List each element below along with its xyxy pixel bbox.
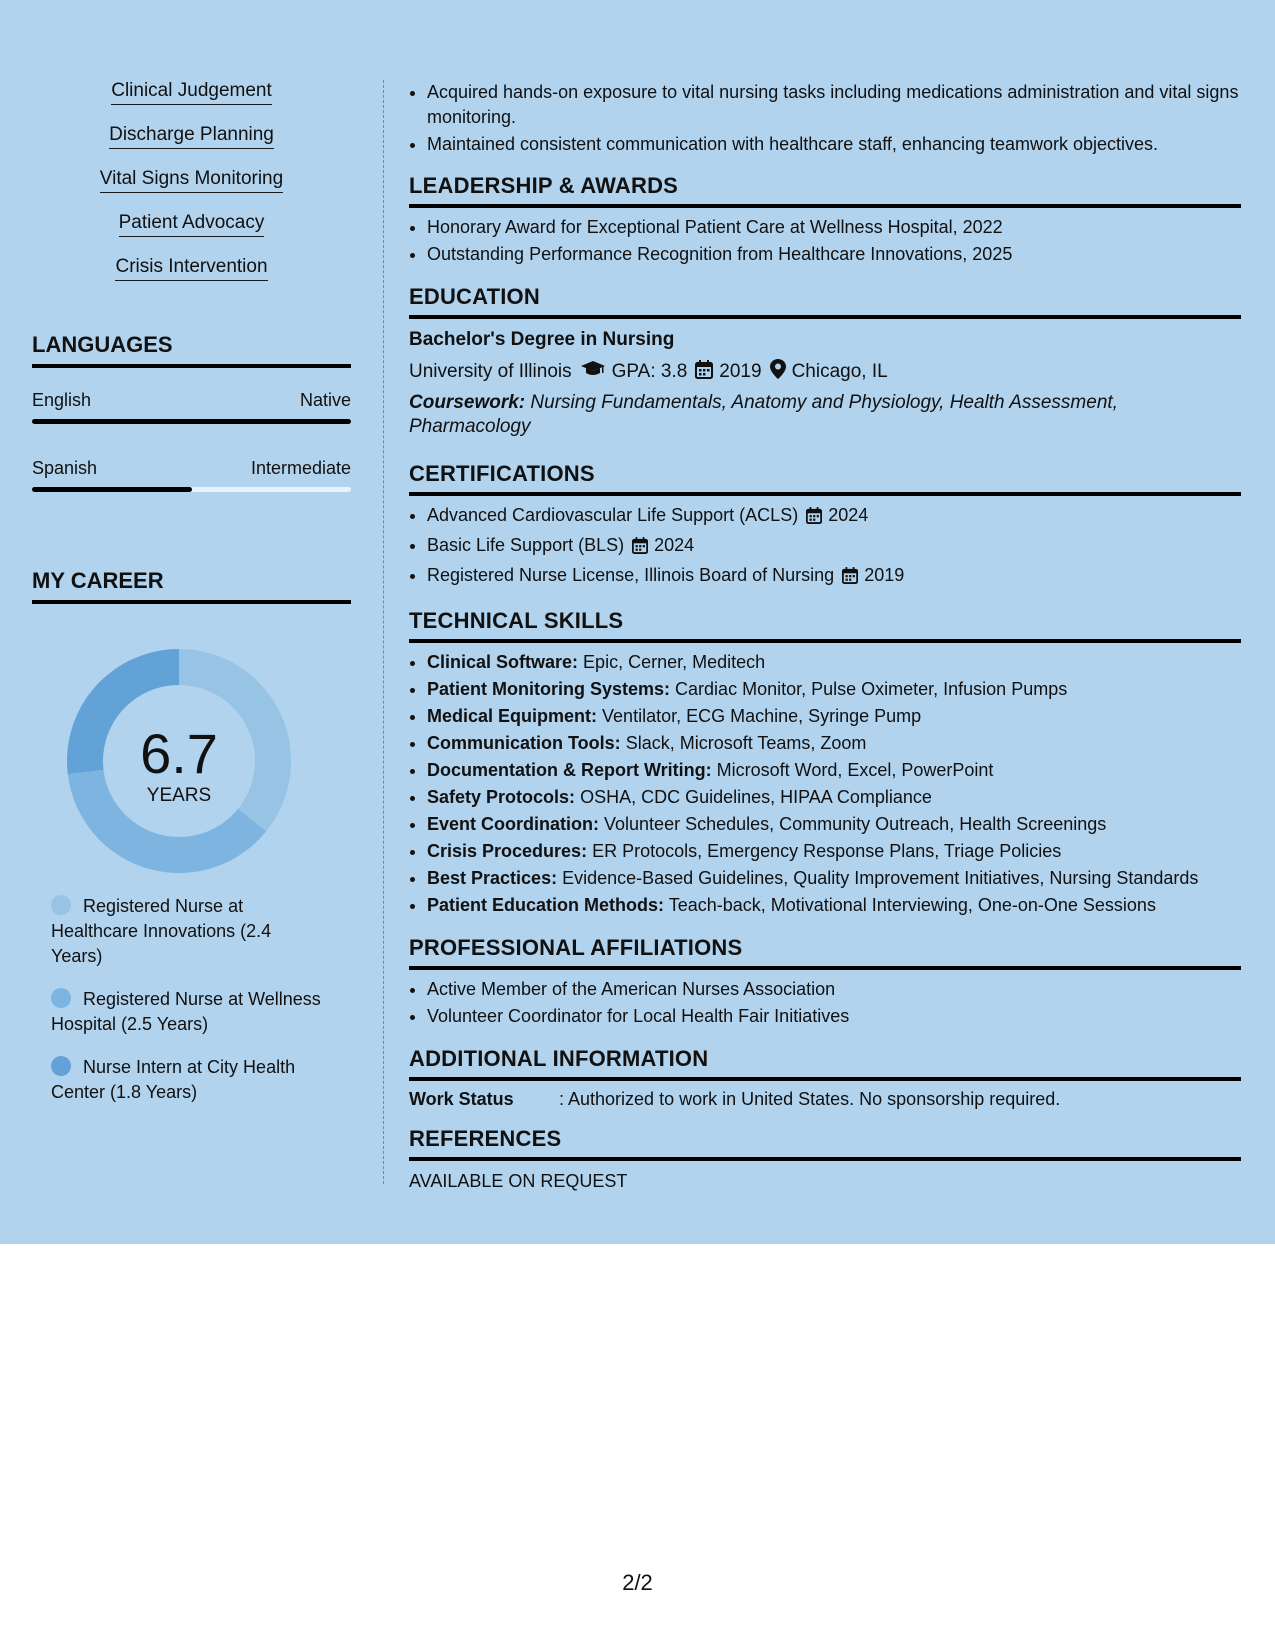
skill-item: Vital Signs Monitoring [100, 168, 283, 193]
coursework-text: Nursing Fundamentals, Anatomy and Physiology, Health Assessment, Pharmacology [409, 392, 1118, 437]
skill-values: Cardiac Monitor, Pulse Oximeter, Infusion Pumps [675, 679, 1068, 699]
certifications-section [409, 461, 1241, 592]
skill-values: Slack, Microsoft Teams, Zoom [625, 733, 867, 753]
language-bar [32, 419, 351, 424]
legend-dot [51, 1056, 71, 1076]
certification-name: Registered Nurse License, Illinois Board of Nursing [427, 565, 835, 585]
skill-item: Clinical Judgement [111, 80, 272, 105]
section-heading: ADDITIONAL INFORMATION [409, 1046, 1241, 1081]
technical-skills-section [409, 608, 1241, 919]
career-donut-chart [32, 604, 351, 884]
language-row [32, 390, 351, 411]
certification-year: 2024 [828, 505, 869, 525]
technical-skills-list [409, 649, 1241, 919]
list-item [427, 649, 1241, 676]
skill-category: Safety Protocols: [427, 787, 576, 807]
career-donut-wrap [32, 604, 351, 884]
experience-bullets [409, 80, 1241, 157]
graduation-year: 2019 [719, 361, 762, 382]
skill-item: Crisis Intervention [115, 256, 267, 281]
career-legend-item [51, 894, 321, 969]
work-status-label: Work Status [409, 1089, 514, 1109]
skill-category: Patient Monitoring Systems: [427, 679, 671, 699]
column-divider [383, 80, 384, 1184]
skill-item: Discharge Planning [109, 124, 274, 149]
skill-category: Crisis Procedures: [427, 841, 588, 861]
list-item: • Outstanding Performance Recognition from Healthcare Innovations, 2025 [427, 241, 1241, 268]
legend-dot [51, 988, 71, 1008]
list-item [427, 838, 1241, 865]
references-text: AVAILABLE ON REQUEST [409, 1171, 628, 1191]
leadership-section [409, 173, 1241, 268]
certification-year: 2024 [654, 535, 695, 555]
list-item [427, 703, 1241, 730]
list-item [427, 757, 1241, 784]
calendar-icon [695, 360, 713, 385]
language-name: Spanish [32, 458, 98, 478]
degree-title: Bachelor's Degree in Nursing [409, 329, 675, 350]
section-heading: TECHNICAL SKILLS [409, 608, 1241, 643]
languages-section [32, 332, 351, 492]
skill-category: Medical Equipment: [427, 706, 598, 726]
language-row [32, 458, 351, 479]
additional-info-section [409, 1046, 1241, 1110]
calendar-icon [842, 565, 858, 592]
coursework [409, 391, 1241, 439]
school-name: University of Illinois [409, 361, 572, 382]
list-item [427, 784, 1241, 811]
career-legend-item [51, 1055, 321, 1105]
section-heading: PROFESSIONAL AFFILIATIONS [409, 935, 1241, 970]
calendar-icon [806, 505, 822, 532]
skill-category: Communication Tools: [427, 733, 621, 753]
career-section [32, 568, 351, 1105]
skill-values: Ventilator, ECG Machine, Syringe Pump [602, 706, 922, 726]
language-level: Native [299, 390, 351, 410]
legend-label: Registered Nurse at Healthcare Innovations (2.4 Years) [51, 896, 272, 966]
career-legend-item [51, 987, 321, 1037]
skill-values: Teach-back, Motivational Interviewing, One-on-One Sessions [668, 895, 1156, 915]
career-total-unit: YEARS [146, 785, 212, 806]
skill-category: Patient Education Methods: [427, 895, 665, 915]
list-item: • Active Member of the American Nurses Association [427, 976, 1241, 1003]
list-item [427, 676, 1241, 703]
skill-values: Epic, Cerner, Meditech [583, 652, 766, 672]
location-pin-icon [770, 359, 786, 385]
legend-label: Nurse Intern at City Health Center (1.8 Years) [51, 1057, 296, 1102]
legend-label: Registered Nurse at Wellness Hospital (2.5 Years) [51, 989, 321, 1034]
certification-name: Advanced Cardiovascular Life Support (ACLS) [427, 505, 799, 525]
right-column [409, 80, 1241, 1192]
list-item [427, 892, 1241, 919]
skill-item: Patient Advocacy [119, 212, 265, 237]
language-level: Intermediate [250, 458, 351, 478]
skill-category: Clinical Software: [427, 652, 579, 672]
calendar-icon [632, 535, 648, 562]
language-bar-fill [32, 419, 351, 424]
legend-dot [51, 895, 71, 915]
list-item [427, 865, 1241, 892]
list-item [427, 730, 1241, 757]
skill-values: Microsoft Word, Excel, PowerPoint [716, 760, 994, 780]
language-bar-fill [32, 487, 192, 492]
page-number: 2/2 [622, 1570, 653, 1595]
education-details [409, 359, 1241, 385]
list-item: • Acquired hands-on exposure to vital nursing tasks including medications administration and vital signs monitoring. [427, 80, 1241, 130]
language-name: English [32, 390, 92, 410]
graduation-cap-icon [580, 360, 606, 384]
list-item: • Honorary Award for Exceptional Patient Care at Wellness Hospital, 2022 [427, 214, 1241, 241]
languages-heading: LANGUAGES [32, 332, 351, 368]
skill-values: ER Protocols, Emergency Response Plans, Triage Policies [592, 841, 1062, 861]
list-item [427, 502, 1241, 532]
section-heading: CERTIFICATIONS [409, 461, 1241, 496]
skill-values: Volunteer Schedules, Community Outreach, Health Screenings [604, 814, 1107, 834]
section-heading: REFERENCES [409, 1126, 1241, 1161]
list-item [427, 562, 1241, 592]
work-status-value: : Authorized to work in United States. No sponsorship required. [559, 1089, 1061, 1109]
list-item [427, 532, 1241, 562]
skill-category: Best Practices: [427, 868, 558, 888]
skill-values: Evidence-Based Guidelines, Quality Improvement Initiatives, Nursing Standards [562, 868, 1199, 888]
left-column [32, 80, 351, 1123]
skill-category: Event Coordination: [427, 814, 599, 834]
list-item: • Maintained consistent communication with healthcare staff, enhancing teamwork objectives. [427, 132, 1241, 157]
section-heading: EDUCATION [409, 284, 1241, 319]
work-status-row [409, 1089, 1241, 1110]
references-section [409, 1126, 1241, 1192]
gpa: GPA: 3.8 [611, 361, 688, 382]
certification-year: 2019 [864, 565, 905, 585]
career-total-value: 6.7 [140, 722, 218, 785]
certification-name: Basic Life Support (BLS) [427, 535, 625, 555]
section-heading: LEADERSHIP & AWARDS [409, 173, 1241, 208]
skill-list [32, 80, 351, 300]
coursework-label: Coursework: [409, 392, 526, 413]
skill-values: OSHA, CDC Guidelines, HIPAA Compliance [580, 787, 932, 807]
list-item [427, 811, 1241, 838]
affiliations-section [409, 935, 1241, 1030]
language-bar [32, 487, 351, 492]
location: Chicago, IL [791, 361, 888, 382]
education-section [409, 284, 1241, 439]
career-heading: MY CAREER [32, 568, 351, 604]
skill-category: Documentation & Report Writing: [427, 760, 712, 780]
list-item: • Volunteer Coordinator for Local Health Fair Initiatives [427, 1003, 1241, 1030]
career-legend [32, 894, 351, 1105]
